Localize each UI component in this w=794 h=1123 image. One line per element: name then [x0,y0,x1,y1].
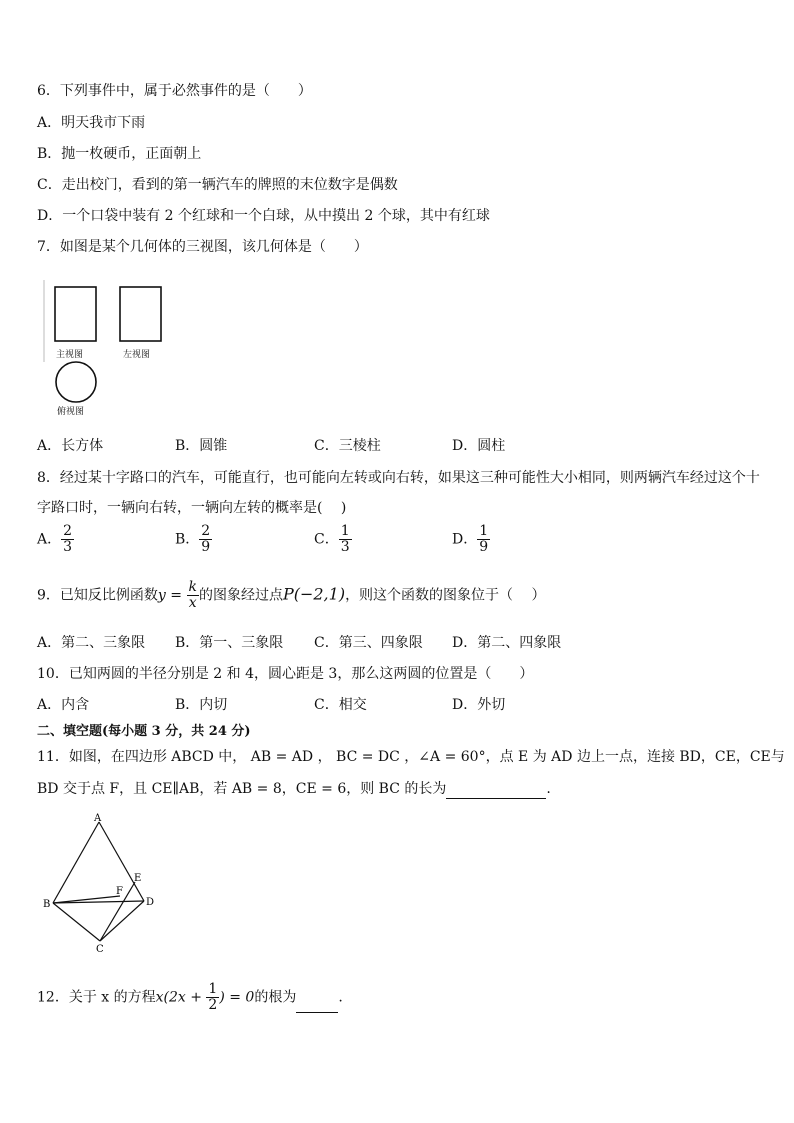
q7-option-b: B．圆锥 [175,438,228,454]
q9-option-b: B．第一、三象限 [175,635,284,651]
q9-function-lhs: y = [157,587,187,604]
fraction-numerator: 1 [340,523,350,539]
fraction-numerator: 2 [201,523,211,539]
fraction-denominator: x [188,595,197,611]
q6-option-a: A．明天我市下雨 [37,115,146,131]
q8-option-a [37,524,74,555]
quadrilateral-drawing [40,810,170,960]
q12-stem-post: 的根为 [254,989,297,1006]
q6-option-d: D．一个口袋中装有 2 个红球和一个白球，从中摸出 2 个球，其中有红球 [37,208,490,224]
q10-stem: 10．已知两圆的半径分别是 2 和 4，圆心距是 3，那么这两圆的位置是（ ） [37,666,534,682]
q9-stem-pre: 9．已知反比例函数 [37,587,158,604]
fraction-denominator: 9 [479,539,489,555]
q11-line2-text: BD 交于点 F，且 CE∥AB，若 AB = 8，CE = 6，则 BC 的长为 [37,781,447,797]
q12-equation-right: ) = 0 [219,989,255,1006]
q9-stem [37,580,546,611]
q9-stem-post: ，则这个函数的图象位于（ ） [345,587,546,604]
q8-option-d [452,524,490,555]
q8-option-b [175,524,212,555]
top-view-circle [56,362,96,402]
q6-option-b: B．抛一枚硬币，正面朝上 [37,146,202,162]
fraction-numerator: 2 [63,523,73,539]
q12-end: . [338,989,343,1006]
q7-option-c: C．三棱柱 [314,438,381,454]
q11-line2 [37,779,551,799]
point-label-b: B [43,899,51,910]
fraction [61,524,74,555]
point-label-a: A [94,813,102,824]
q7-stem: 7．如图是某个几何体的三视图，该几何体是（ ） [37,239,368,255]
segment-cd [100,901,144,941]
quadrilateral-figure [40,810,170,960]
section-title-fill-in: 二、填空题(每小题 3 分，共 24 分) [37,724,251,739]
q9-function-fraction [186,580,198,611]
fraction-denominator: 2 [208,997,218,1013]
q9-option-d: D．第二、四象限 [452,635,562,651]
q12-stem-pre: 12．关于 x 的方程 [37,989,156,1006]
q11-line1: 11．如图，在四边形 ABCD 中， AB = AD ， BC = DC ，∠A = 60°，点 E 为 AD 边上一点，连接 BD，CE，CE与 [37,749,785,765]
top-view-label: 俯视图 [57,407,85,417]
q9-option-c: C．第三、四象限 [314,635,423,651]
three-view-figure [42,280,162,420]
fraction-numerator: k [188,579,197,595]
left-view-rectangle [120,287,161,341]
segment-ab [53,822,99,903]
fraction [199,524,212,555]
q8-stem-line2: 字路口时，一辆向右转，一辆向左转的概率是( ) [37,500,347,516]
fraction-numerator: 1 [479,523,489,539]
left-view-label: 左视图 [123,350,151,360]
point-label-e: E [134,873,142,884]
q10-option-d: D．外切 [452,697,506,713]
front-view-rectangle [55,287,96,341]
fraction [339,524,352,555]
fraction-numerator: 1 [208,981,218,997]
point-label-d: D [146,897,155,908]
q7-option-a: A．长方体 [37,438,104,454]
front-view-label: 主视图 [56,350,84,360]
option-label: B． [175,531,200,548]
fraction-denominator: 3 [340,539,350,555]
q12-equation-left: x(2x + [155,989,207,1006]
q6-option-c: C．走出校门，看到的第一辆汽车的牌照的末位数字是偶数 [37,177,398,193]
point-label-f: F [116,886,123,897]
q10-option-c: C．相交 [314,697,367,713]
q12-stem [37,982,343,1013]
fraction-denominator: 9 [201,539,211,555]
q8-option-c [314,524,352,555]
fraction [477,524,490,555]
option-label: A． [37,531,62,548]
q10-option-b: B．内切 [175,697,228,713]
q9-stem-mid: 的图象经过点 [198,587,283,604]
q10-option-a: A．内含 [37,697,90,713]
q8-stem-line1: 8．经过某十字路口的汽车，可能直行，也可能向左转或向右转，如果这三种可能性大小相同，则两辆汽车经过这个十 [37,470,760,486]
q9-option-a: A．第二、三象限 [37,635,146,651]
q12-equation-fraction [206,982,219,1013]
option-label: D． [452,531,478,548]
option-label: C． [314,531,339,548]
segment-bc [53,903,100,941]
q6-stem: 6．下列事件中，属于必然事件的是（ ） [37,83,312,99]
q11-line2-end: . [546,781,551,797]
q12-answer-blank[interactable] [296,996,338,1013]
q7-option-d: D．圆柱 [452,438,506,454]
fraction-denominator: 3 [63,539,73,555]
point-label-c: C [96,944,104,955]
q9-point: P(−2,1) [282,584,346,604]
q11-answer-blank[interactable] [446,782,546,799]
